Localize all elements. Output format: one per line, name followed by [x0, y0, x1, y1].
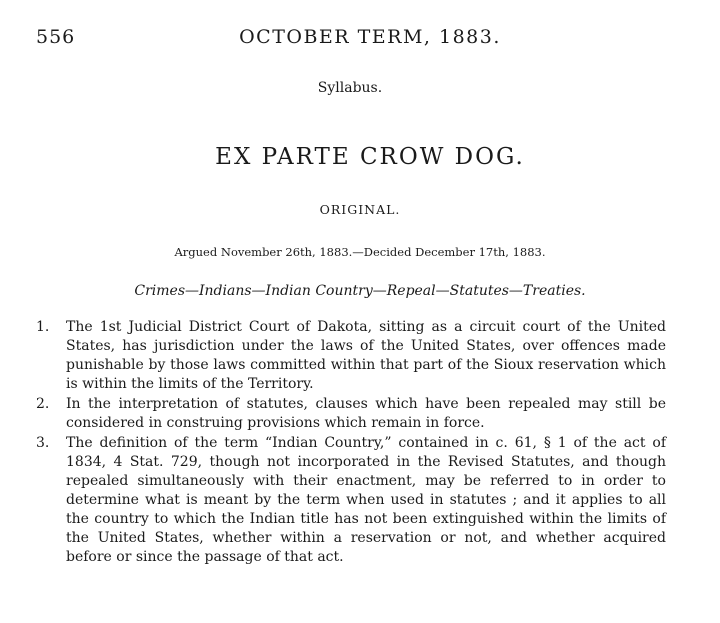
- page-number: 556: [36, 26, 76, 48]
- point-number: 1.: [36, 319, 50, 335]
- point-number: 2.: [36, 396, 50, 412]
- syllabus-point-1: [36, 318, 666, 394]
- syllabus-label: Syllabus.: [317, 80, 383, 96]
- argued-decided-line: Argued November 26th, 1883.—Decided December 17th, 1883.: [174, 245, 546, 259]
- case-title: EX PARTE CROW DOG.: [215, 144, 525, 170]
- original-label: ORIGINAL.: [319, 202, 401, 217]
- running-head: OCTOBER TERM, 1883.: [239, 26, 501, 48]
- point-number: 3.: [36, 435, 50, 451]
- syllabus-point-2: [36, 395, 666, 433]
- point-text: The 1st Judicial District Court of Dakota, sitting as a circuit court of the United States, has jurisdiction under the laws of the United States, over offences made punishable by those laws committed within that part of the Sioux reservation which is within the limits of the Territory.: [66, 319, 666, 392]
- syllabus-point-3: [36, 434, 666, 567]
- point-text: In the interpretation of statutes, clauses which have been repealed may still be considered in construing provisions which remain in force.: [66, 396, 666, 431]
- point-text: The definition of the term “Indian Country,” contained in c. 61, § 1 of the act of 1834, 4 Stat. 729, though not incorporated in the Revised Statutes, and though repealed simultaneously with their enactment, may be referred to in order to determine what is meant by the term when used in statutes ; and it applies to all the country to which the Indian title has not been extinguished within the limits of the United States, whether within a reservation or not, and whether acquired before or since the passage of that act.: [66, 435, 666, 565]
- syllabus-points: [36, 318, 666, 568]
- headnote-keywords: Crimes—Indians—Indian Country—Repeal—Statutes—Treaties.: [134, 283, 586, 299]
